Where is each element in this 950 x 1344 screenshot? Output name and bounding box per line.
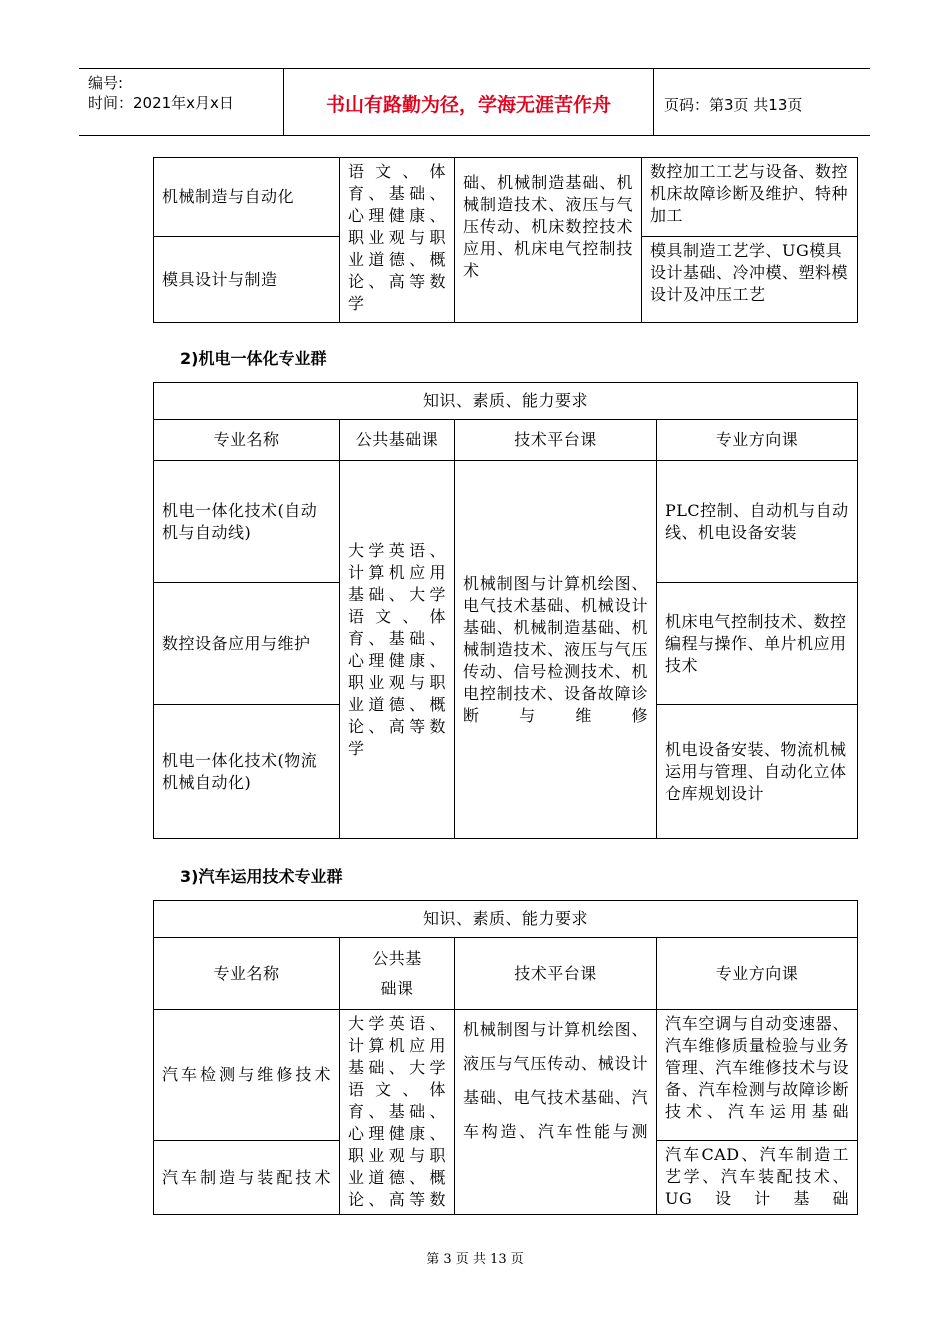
major-name-cell: 模具设计与制造 (154, 237, 340, 323)
direction-courses-cell: 汽车CAD、汽车制造工艺学、汽车装配技术、UG设计基础 (657, 1141, 858, 1215)
public-courses-cell: 大学英语、计算机应用基础、大学语文、体育、基础、心理健康、职业观与职业道德、概论、高等数学 (340, 461, 455, 839)
column-header-direction: 专业方向课 (657, 420, 858, 461)
column-header-major: 专业名称 (154, 938, 340, 1010)
major-name-cell: 数控设备应用与维护 (154, 583, 340, 705)
document-time-label: 时间：2021年x月x日 (88, 94, 234, 112)
direction-courses-cell: 机电设备安装、物流机械运用与管理、自动化立体仓库规划设计 (657, 705, 858, 839)
platform-courses-cell: 机械制图与计算机绘图、电气技术基础、机械设计基础、机械制造基础、机械制造技术、液压与气压传动、信号检测技术、机电控制技术、设备故障诊断与维修 (455, 461, 657, 839)
document-number-label: 编号: (88, 74, 124, 92)
page-footer: 第 3 页 共 13 页 (426, 1252, 524, 1267)
platform-courses-cell: 机械制图与计算机绘图、液压与气压传动、械设计基础、电气技术基础、汽车构造、汽车性能与测 (455, 1010, 657, 1215)
direction-courses-cell: 数控加工工艺与设备、数控机床故障诊断及维护、特种加工 (642, 158, 858, 237)
major-name-cell: 汽车制造与装配技术 (154, 1141, 340, 1215)
header-top-rule (79, 68, 870, 69)
direction-courses-cell: PLC控制、自动机与自动线、机电设备安装 (657, 461, 858, 583)
column-header-public: 公共基础课 (340, 420, 455, 461)
direction-courses-cell: 汽车空调与自动变速器、汽车维修质量检验与业务管理、汽车维修技术与设备、汽车检测与故障诊断技术、汽车运用基础 (657, 1010, 858, 1141)
mechanical-group-table (153, 157, 858, 323)
section-title-automotive: 3)汽车运用技术专业群 (180, 867, 343, 886)
direction-courses-cell: 模具制造工艺学、UG模具设计基础、冷冲模、塑料模设计及冲压工艺 (642, 237, 858, 323)
platform-courses-cell: 础、机械制造基础、机械制造技术、液压与气压传动、机床数控技术应用、机床电气控制技术 (455, 158, 642, 323)
public-courses-cell: 大学英语、计算机应用基础、大学语文、体育、基础、心理健康、职业观与职业道德、概论、高等数 (340, 1010, 455, 1215)
mechatronics-group-table (153, 382, 858, 839)
page-indicator: 页码：第3页 共13页 (664, 96, 803, 114)
major-name-cell: 机电一体化技术(自动机与自动线) (154, 461, 340, 583)
header-divider-right (653, 68, 654, 135)
header-motto: 书山有路勤为径，学海无涯苦作舟 (325, 94, 611, 116)
public-courses-cell: 语文、体育、基础、心理健康、职业观与职业道德、概论、高等数学 (340, 158, 455, 323)
table-caption: 知识、素质、能力要求 (154, 383, 858, 420)
direction-courses-cell: 机床电气控制技术、数控编程与操作、单片机应用技术 (657, 583, 858, 705)
column-header-public: 公共基础课 (340, 938, 455, 1010)
section-title-mechatronics: 2)机电一体化专业群 (180, 349, 327, 368)
major-name-cell: 汽车检测与维修技术 (154, 1010, 340, 1141)
column-header-platform: 技术平台课 (455, 420, 657, 461)
major-name-cell: 机械制造与自动化 (154, 158, 340, 237)
header-bottom-rule (79, 135, 870, 136)
column-header-direction: 专业方向课 (657, 938, 858, 1010)
table-caption: 知识、素质、能力要求 (154, 901, 858, 938)
major-name-cell: 机电一体化技术(物流机械自动化) (154, 705, 340, 839)
column-header-platform: 技术平台课 (455, 938, 657, 1010)
column-header-major: 专业名称 (154, 420, 340, 461)
automotive-group-table (153, 900, 858, 1215)
